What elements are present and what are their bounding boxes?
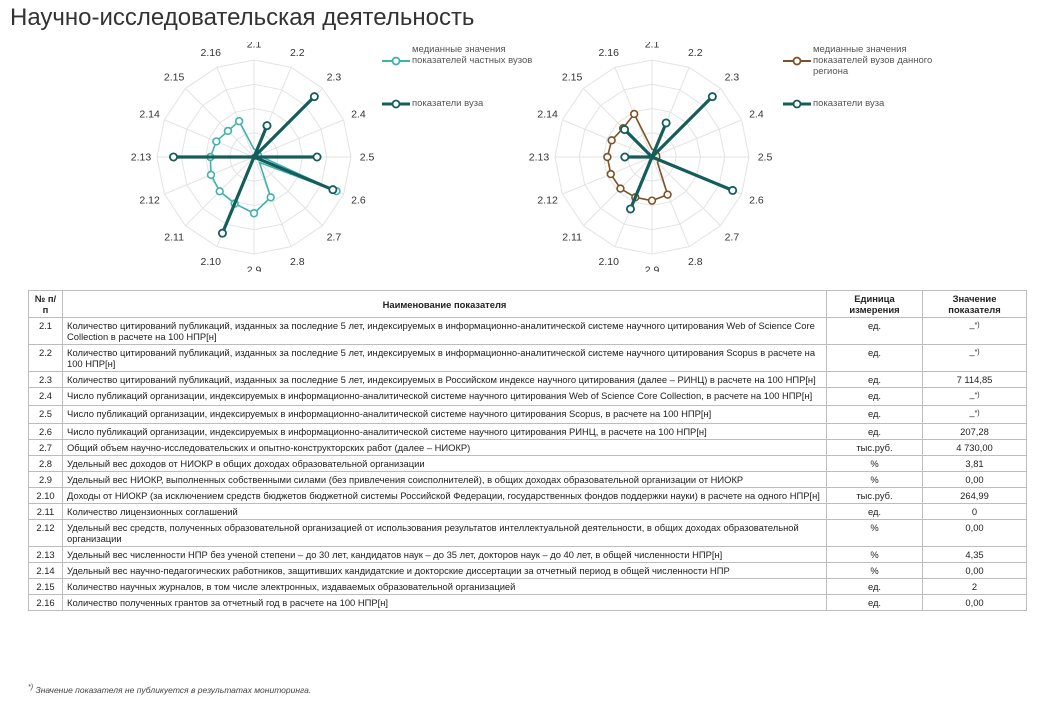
- cell-value: [923, 318, 1027, 345]
- series-point-university: [621, 153, 628, 160]
- cell-value-text: –: [969, 392, 975, 404]
- cell-unit: ед.: [827, 372, 923, 388]
- radar-axis-label: 2.14: [139, 108, 160, 121]
- series-point-median: [607, 171, 614, 178]
- table-row: [29, 388, 1027, 406]
- cell-value-text: 264,99: [960, 490, 989, 502]
- cell-value: [923, 424, 1027, 440]
- header-name: Наименование показателя: [63, 291, 827, 318]
- radar-axis-label: 2.15: [561, 71, 583, 84]
- cell-name: Общий объем научно-исследовательских и опытно-конструкторских работ (далее – НИОКР): [63, 440, 827, 456]
- radar-axis-label: 2.4: [749, 108, 764, 121]
- radar-center-point: [251, 154, 257, 160]
- legend-marker-university-icon: [382, 98, 410, 110]
- cell-num: 2.16: [29, 595, 63, 611]
- radar-axis-line: [652, 157, 721, 226]
- cell-value-text: 0: [971, 506, 978, 518]
- cell-value-text: –: [969, 322, 975, 334]
- radar-axis-label: 2.10: [598, 255, 619, 268]
- legend-label-university-1: показатели вуза: [412, 98, 484, 109]
- cell-unit: %: [827, 456, 923, 472]
- radar-axis-label: 2.10: [200, 255, 221, 268]
- radar-chart-private: [130, 42, 380, 277]
- series-point-median: [631, 111, 638, 118]
- radar-axis-label: 2.2: [289, 47, 305, 60]
- radar-chart-region: [528, 42, 778, 277]
- cell-value-note: *): [974, 410, 980, 418]
- cell-unit: ед.: [827, 406, 923, 424]
- table-row: [29, 406, 1027, 424]
- cell-unit: тыс.руб.: [827, 488, 923, 504]
- cell-value: [923, 456, 1027, 472]
- cell-value: [923, 563, 1027, 579]
- table-row: [29, 488, 1027, 504]
- series-point-university: [219, 230, 226, 237]
- series-point-university: [170, 153, 177, 160]
- cell-name: Число публикаций организации, индексируемых в информационно-аналитической системе научного цитирования Web of Science Core Collection, в расчете на 100 НПР[н]: [63, 388, 827, 406]
- cell-unit: ед.: [827, 345, 923, 372]
- cell-value-text: 4 730,00: [956, 442, 993, 454]
- radar-chart-region-svg: [528, 42, 778, 272]
- cell-num: 2.7: [29, 440, 63, 456]
- cell-unit: ед.: [827, 424, 923, 440]
- cell-name: Количество цитирований публикаций, изданных за последние 5 лет, индексируемых в Российском индексе научного цитирования (далее – РИНЦ) в расчете на 100 НПР[н]: [63, 372, 827, 388]
- page-title: Научно-исследовательская деятельность: [10, 4, 475, 31]
- cell-value: [923, 406, 1027, 424]
- radar-axis-label: 2.8: [289, 255, 305, 268]
- series-point-median: [649, 197, 656, 204]
- cell-num: 2.12: [29, 520, 63, 547]
- table-row: [29, 520, 1027, 547]
- cell-num: 2.14: [29, 563, 63, 579]
- cell-value: [923, 488, 1027, 504]
- header-value: Значение показателя: [923, 291, 1027, 318]
- table-row: [29, 345, 1027, 372]
- radar-axis-label: 2.12: [537, 194, 558, 207]
- table-row: [29, 504, 1027, 520]
- cell-value: [923, 547, 1027, 563]
- series-point-median: [664, 191, 671, 198]
- header-unit: Единица измерения: [827, 291, 923, 318]
- legend-marker-median-icon: [382, 55, 410, 67]
- radar-axis-label: 2.5: [757, 151, 773, 164]
- radar-axis-label: 2.16: [200, 47, 221, 60]
- legend-label-university-2: показатели вуза: [813, 98, 885, 109]
- table-row: [29, 579, 1027, 595]
- series-point-university: [263, 122, 270, 129]
- cell-value: [923, 579, 1027, 595]
- series-point-median: [213, 138, 220, 145]
- cell-name: Число публикаций организации, индексируемых в информационно-аналитической системе научного цитирования РИНЦ, в расчете на 100 НПР[н]: [63, 424, 827, 440]
- cell-num: 2.6: [29, 424, 63, 440]
- series-point-university: [313, 153, 320, 160]
- indicators-table: [28, 290, 1027, 611]
- series-point-median: [208, 171, 215, 178]
- radar-axis-label: 2.7: [326, 231, 342, 244]
- series-point-median: [236, 118, 243, 125]
- cell-value-text: 207,28: [960, 426, 989, 438]
- table-row: [29, 440, 1027, 456]
- legend-marker-median-region-icon: [783, 55, 811, 67]
- footnote-mark: *): [28, 683, 34, 691]
- cell-unit: ед.: [827, 318, 923, 345]
- series-point-university: [621, 126, 628, 133]
- radar-axis-label: 2.7: [724, 231, 740, 244]
- series-point-median: [251, 210, 258, 217]
- cell-name: Удельный вес НИОКР, выполненных собственными силами (без привлечения соисполнителей), в общих доходах образовательной организации от НИОКР: [63, 472, 827, 488]
- cell-unit: %: [827, 547, 923, 563]
- table-body: [29, 318, 1027, 611]
- cell-name: Удельный вес доходов от НИОКР в общих доходах образовательной организации: [63, 456, 827, 472]
- series-point-median: [267, 194, 274, 201]
- cell-unit: ед.: [827, 504, 923, 520]
- radar-axis-label: 2.12: [139, 194, 160, 207]
- series-point-university: [627, 205, 634, 212]
- cell-name: Количество научных журналов, в том числе электронных, издаваемых образовательной организацией: [63, 579, 827, 595]
- cell-unit: тыс.руб.: [827, 440, 923, 456]
- series-point-median: [608, 137, 615, 144]
- cell-value-text: 2: [971, 581, 978, 593]
- legend-marker-university-2-icon: [783, 98, 811, 110]
- series-point-median: [216, 188, 223, 195]
- radar-axis-label: 2.1: [246, 42, 262, 51]
- radar-axis-label: 2.15: [163, 71, 185, 84]
- footnote: [28, 683, 311, 695]
- cell-value: [923, 372, 1027, 388]
- cell-unit: %: [827, 520, 923, 547]
- radar-chart-private-svg: [130, 42, 380, 272]
- series-point-median: [225, 128, 232, 135]
- cell-num: 2.2: [29, 345, 63, 372]
- radar-axis-label: 2.6: [351, 194, 366, 207]
- radar-axis-label: 2.3: [326, 71, 342, 84]
- radar-axis-label: 2.6: [749, 194, 764, 207]
- series-point-university: [329, 186, 336, 193]
- series-point-university: [663, 119, 670, 126]
- cell-value-text: 3,81: [965, 458, 984, 470]
- cell-name: Количество лицензионных соглашений: [63, 504, 827, 520]
- radar-axis-line: [254, 157, 323, 226]
- cell-value-text: 0,00: [965, 522, 984, 534]
- radar-axis-label: 2.3: [724, 71, 740, 84]
- series-point-median: [604, 154, 611, 161]
- cell-num: 2.5: [29, 406, 63, 424]
- series-spoke-university: [652, 97, 712, 157]
- table-row: [29, 563, 1027, 579]
- radar-axis-label: 2.5: [359, 151, 375, 164]
- cell-num: 2.15: [29, 579, 63, 595]
- radar-axis-line: [185, 88, 254, 157]
- table-header-row: [29, 291, 1027, 318]
- cell-num: 2.10: [29, 488, 63, 504]
- radar-axis-label: 2.11: [562, 231, 582, 244]
- legend-region: [783, 44, 953, 124]
- cell-unit: ед.: [827, 388, 923, 406]
- cell-value: [923, 504, 1027, 520]
- table-row: [29, 547, 1027, 563]
- table-row: [29, 472, 1027, 488]
- cell-value: [923, 440, 1027, 456]
- radar-axis-label: 2.4: [351, 108, 366, 121]
- cell-value: [923, 520, 1027, 547]
- cell-value: [923, 388, 1027, 406]
- radar-axis-label: 2.13: [130, 151, 152, 164]
- cell-num: 2.9: [29, 472, 63, 488]
- series-point-median: [617, 185, 624, 192]
- radar-axis-label: 2.11: [164, 231, 184, 244]
- radar-axis-label: 2.8: [687, 255, 703, 268]
- radar-axis-label: 2.9: [246, 264, 262, 272]
- radar-axis-label: 2.14: [537, 108, 558, 121]
- table-row: [29, 372, 1027, 388]
- cell-name: Число публикаций организации, индексируемых в информационно-аналитической системе научного цитирования Scopus, в расчете на 100 НПР[н]: [63, 406, 827, 424]
- cell-unit: ед.: [827, 579, 923, 595]
- cell-value-text: 7 114,85: [956, 374, 993, 385]
- cell-name: Удельный вес научно-педагогических работников, защитивших кандидатские и докторские диссертации за отчетный период в общей численности НПР: [63, 563, 827, 579]
- legend-private: [382, 44, 552, 124]
- cell-value: [923, 472, 1027, 488]
- radar-axis-label: 2.2: [687, 47, 703, 60]
- cell-name: Количество цитирований публикаций, изданных за последние 5 лет, индексируемых в информационно-аналитической системе научного цитирования Scopus в расчете на 100 НПР[н]: [63, 345, 827, 372]
- cell-num: 2.13: [29, 547, 63, 563]
- cell-value-text: –: [969, 410, 975, 422]
- cell-value-text: 0,00: [965, 565, 984, 577]
- series-point-university: [709, 93, 716, 100]
- cell-num: 2.11: [29, 504, 63, 520]
- cell-value: [923, 595, 1027, 611]
- cell-num: 2.8: [29, 456, 63, 472]
- cell-unit: %: [827, 563, 923, 579]
- radar-axis-label: 2.16: [598, 47, 619, 60]
- radar-axis-label: 2.13: [528, 151, 550, 164]
- cell-value-text: 4,35: [965, 549, 984, 561]
- series-point-university: [311, 93, 318, 100]
- cell-name: Удельный вес средств, полученных образовательной организацией от использования результатов интеллектуальной деятельности, в общих доходах образовательной организации: [63, 520, 827, 547]
- cell-num: 2.1: [29, 318, 63, 345]
- cell-value-note: *): [974, 322, 980, 329]
- cell-num: 2.4: [29, 388, 63, 406]
- cell-value-text: 0,00: [965, 597, 984, 609]
- table-row: [29, 595, 1027, 611]
- table-row: [29, 424, 1027, 440]
- cell-num: 2.3: [29, 372, 63, 388]
- table-row: [29, 456, 1027, 472]
- radar-center-point: [649, 154, 655, 160]
- cell-name: Доходы от НИОКР (за исключением средств бюджетов бюджетной системы Российской Федерации, государственных фондов поддержки науки) в расчете на одного НПР[н]: [63, 488, 827, 504]
- cell-value: [923, 345, 1027, 372]
- cell-unit: %: [827, 472, 923, 488]
- radar-axis-label: 2.1: [644, 42, 660, 51]
- series-point-university: [729, 187, 736, 194]
- header-num: № п/п: [29, 291, 63, 318]
- cell-value-note: *): [974, 392, 980, 399]
- cell-name: Количество полученных грантов за отчетный год в расчете на 100 НПР[н]: [63, 595, 827, 611]
- table-row: [29, 318, 1027, 345]
- cell-name: Удельный вес численности НПР без ученой степени – до 30 лет, кандидатов наук – до 35 лет, докторов наук – до 40 лет, в общей численности НПР[н]: [63, 547, 827, 563]
- legend-label-median-region: медианные значения показателей вузов данного региона: [813, 44, 933, 77]
- cell-value-text: –: [969, 349, 975, 361]
- cell-name: Количество цитирований публикаций, изданных за последние 5 лет, индексируемых в информационно-аналитической системе научного цитирования Web of Science Core Collection в расчете на 100 НПР[н]: [63, 318, 827, 345]
- radar-axis-label: 2.9: [644, 264, 660, 272]
- legend-label-median-private: медианные значения показателей частных вузов: [412, 44, 533, 66]
- cell-value-text: 0,00: [965, 474, 984, 486]
- footnote-text: Значение показателя не публикуется в результатах мониторинга.: [33, 684, 312, 695]
- cell-value-note: *): [974, 349, 980, 356]
- cell-unit: ед.: [827, 595, 923, 611]
